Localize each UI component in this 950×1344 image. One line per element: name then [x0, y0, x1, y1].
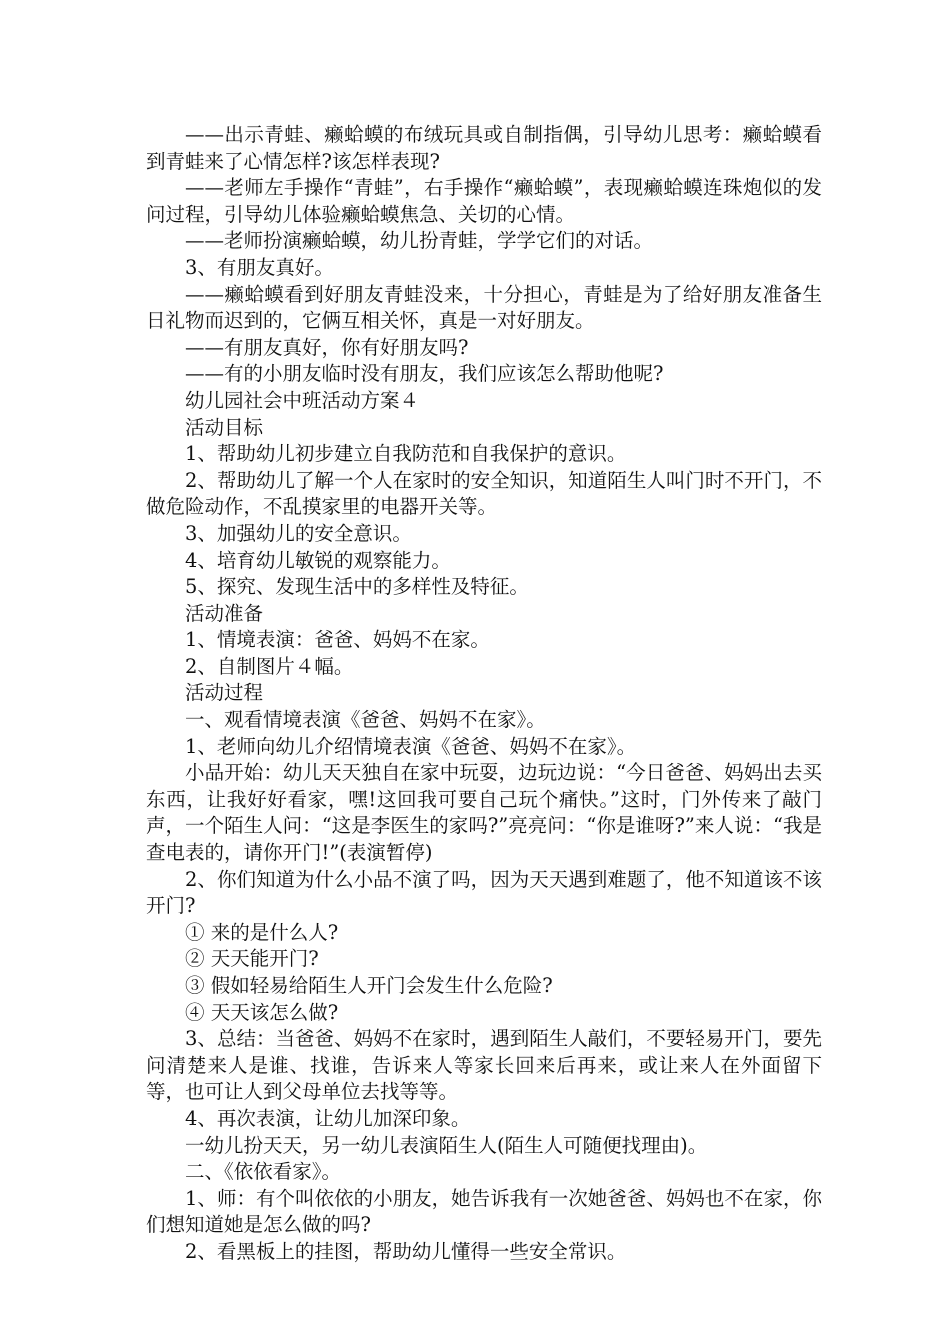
list-item: 1、师：有个叫依依的小朋友，她告诉我有一次她爸爸、妈妈也不在家，你们想知道她是怎么做的吗? — [146, 1186, 822, 1237]
paragraph: ——出示青蛙、癞蛤蟆的布绒玩具或自制指偶，引导幼儿思考：癞蛤蟆看到青蛙来了心情怎样?该怎样表现? — [146, 123, 822, 173]
list-item: 4、培育幼儿敏锐的观察能力。 — [185, 548, 451, 572]
list-item: ① 来的是什么人? — [185, 920, 339, 944]
list-item: 1、帮助幼儿初步建立自我防范和自我保护的意识。 — [185, 442, 627, 466]
list-item: 2、帮助幼儿了解一个人在家时的安全知识，知道陌生人叫门时不开门，不做危险动作，不乱摸家里的电器开关等。 — [146, 468, 822, 519]
list-item: 5、探究、发现生活中的多样性及特征。 — [185, 575, 529, 599]
section-heading: 活动目标 — [185, 415, 264, 439]
list-item: 2、看黑板上的挂图，帮助幼儿懂得一些安全常识。 — [185, 1239, 627, 1263]
document-body — [146, 122, 822, 1266]
list-item: 2、你们知道为什么小品不演了吗，因为天天遇到难题了，他不知道该不该开门? — [146, 867, 822, 918]
paragraph: 小品开始：幼儿天天独自在家中玩耍，边玩边说：“今日爸爸、妈妈出去买东西，让我好好看家，嘿!这回我可要自己玩个痛快。”这时，门外传来了敲门声，一个陌生人问：“这是李医生的家吗?”亮亮问：“你是谁呀?”来人说：“我是查电表的，请你开门!”(表演暂停) — [146, 761, 822, 865]
section-heading: 活动过程 — [185, 681, 264, 705]
paragraph: ——有朋友真好，你有好朋友吗? — [185, 335, 469, 359]
paragraph: ——老师扮演癞蛤蟆，幼儿扮青蛙，学学它们的对话。 — [185, 229, 654, 253]
list-item: ④ 天天该怎么做? — [185, 1000, 339, 1024]
section-heading: 3、有朋友真好。 — [185, 255, 334, 279]
list-item: 4、再次表演，让幼儿加深印象。 — [185, 1106, 471, 1130]
document-title: 幼儿园社会中班活动方案４ — [185, 388, 420, 412]
list-item: ② 天天能开门? — [185, 947, 319, 971]
subsection-heading: 二、《依依看家》。 — [185, 1160, 342, 1184]
subsection-heading: 一、观看情境表演《爸爸、妈妈不在家》。 — [185, 708, 546, 732]
paragraph: ——老师左手操作“青蛙”，右手操作“癞蛤蟆”，表现癞蛤蟆连珠炮似的发问过程，引导幼儿体验癞蛤蟆焦急、关切的心情。 — [146, 176, 822, 226]
paragraph: ——癞蛤蟆看到好朋友青蛙没来，十分担心，青蛙是为了给好朋友准备生日礼物而迟到的，它俩互相关怀，真是一对好朋友。 — [146, 282, 822, 333]
list-item: 1、老师向幼儿介绍情境表演《爸爸、妈妈不在家》。 — [185, 734, 637, 758]
section-heading: 活动准备 — [185, 601, 264, 625]
paragraph: ——有的小朋友临时没有朋友，我们应该怎么帮助他呢? — [185, 362, 664, 386]
list-item: 3、加强幼儿的安全意识。 — [185, 521, 412, 545]
list-item: 3、总结：当爸爸、妈妈不在家时，遇到陌生人敲们，不要轻易开门，要先问清楚来人是谁、找谁，告诉来人等家长回来后再来，或让来人在外面留下等，也可让人到父母单位去找等等。 — [146, 1027, 822, 1104]
list-item: 1、情境表演：爸爸、妈妈不在家。 — [185, 628, 490, 652]
paragraph: 一幼儿扮天天，另一幼儿表演陌生人(陌生人可随便找理由)。 — [185, 1133, 708, 1157]
list-item: 2、自制图片４幅。 — [185, 654, 354, 678]
list-item: ③ 假如轻易给陌生人开门会发生什么危险? — [185, 974, 553, 997]
